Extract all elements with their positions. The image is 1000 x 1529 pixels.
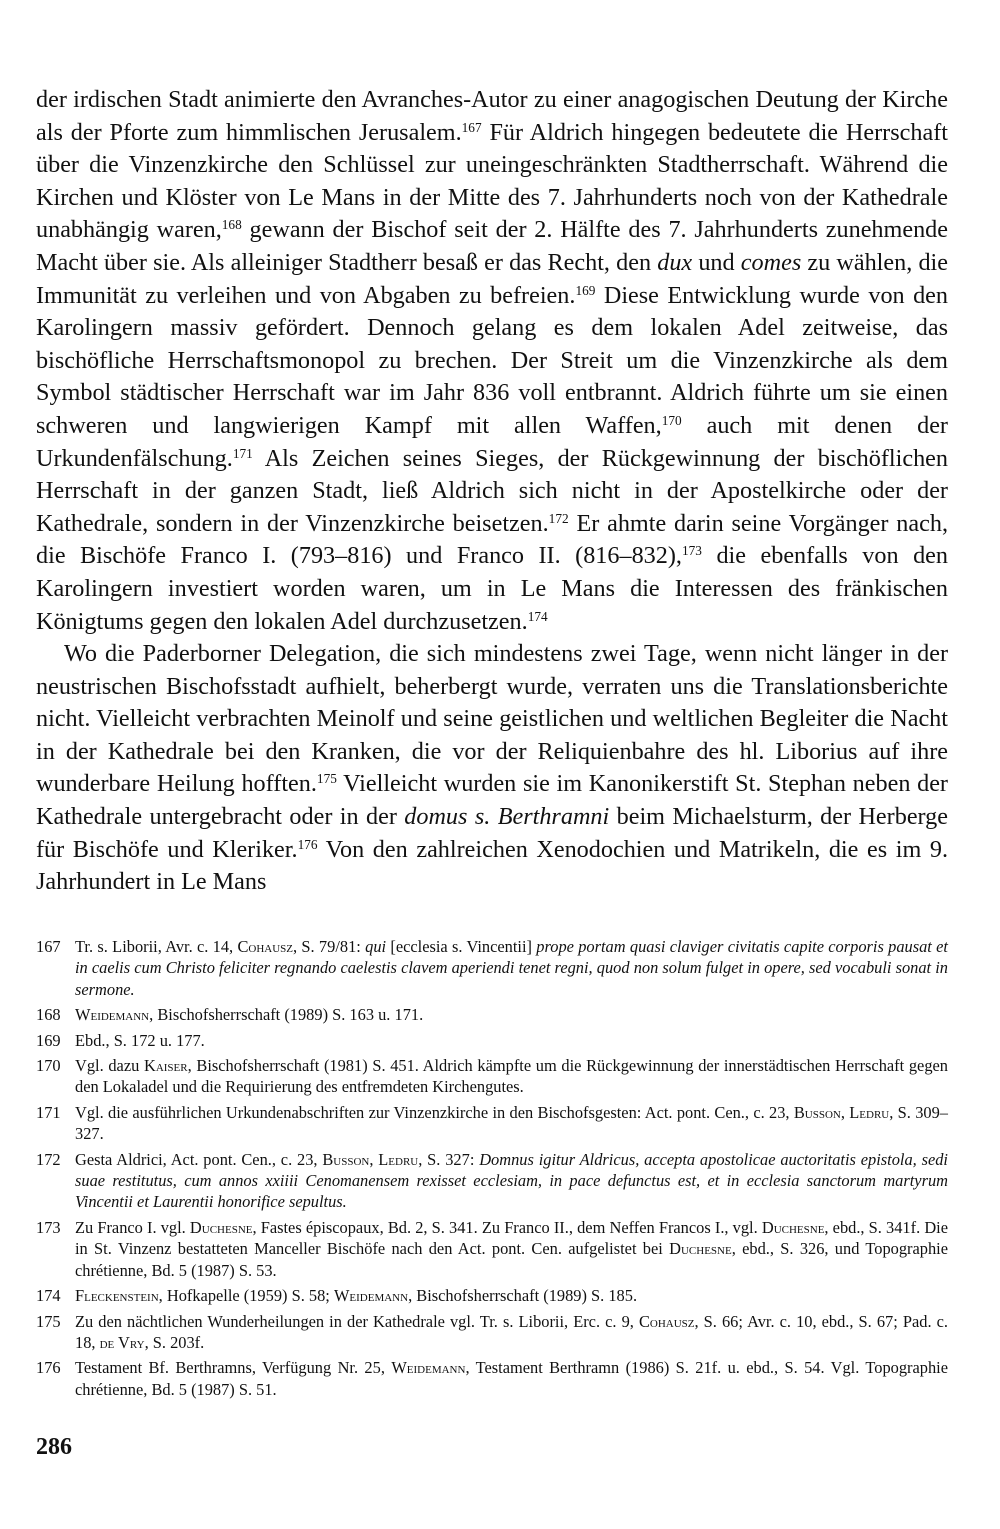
footnote-text: , <box>369 1149 379 1169</box>
footnote <box>36 1149 948 1213</box>
footnote-ref: 172 <box>548 510 569 526</box>
body-text: Vielleicht wurden sie im Kanonikerstift St. Stephan neben der Kathedrale untergebracht oder in der <box>36 770 948 831</box>
italic-text: comes <box>740 248 802 276</box>
footnote-text: Vgl. dazu <box>75 1056 144 1076</box>
footnote-text: , S. 66; Avr. c. 10, ebd., S. 67; Pad. c. 18, <box>75 1311 949 1352</box>
footnote-number: 169 <box>36 1030 61 1050</box>
footnote-number: 175 <box>36 1311 61 1331</box>
body-text: die ebenfalls von den Karolingern investiert worden waren, um in Le Mans die Interessen des fränkischen Königtums gegen den lokalen Adel durchzusetzen. <box>36 542 948 635</box>
italic-text: Domnus igitur Aldricus, accepta apostolicae auctoritatis epistola, sedi suae restitutus, cum annos xxiiii Cenomanensem rexisset ecclesiam, in pace defunctus est, et in ecclesia sanctorum martyrum Vincentii et Laurentii honorifice sepultus. <box>75 1149 948 1212</box>
body-text: der irdischen Stadt animierte den Avranches-Autor zu einer anagogischen Deutung der Kirche als der Pforte zum himmlischen Jerusalem. <box>36 86 948 146</box>
footnote-text: , S. 327: <box>418 1149 480 1169</box>
footnote-ref: 170 <box>661 412 682 428</box>
footnote-text: , S. 309–327. <box>75 1102 948 1144</box>
footnote-text: , Testament Berthramn (1986) S. 21f. u. ebd., S. 54. Vgl. Topographie chrétienne, Bd. 5 (1987) S. 51. <box>75 1358 949 1399</box>
author-name: Kaiser <box>143 1056 188 1076</box>
italic-text: qui <box>365 937 387 956</box>
body-text: Als Zeichen seines Sieges, der Rückgewinnung der bischöflichen Herrschaft in der ganzen Stadt, ließ Aldrich sich nicht in der Apostelkirche oder der Kathedrale, sondern in der Vinzenzkirche beisetzen. <box>36 444 948 537</box>
body-text: Für Aldrich hingegen bedeutete die Herrschaft über die Vinzenzkirche den Schlüssel zur uneingeschränkten Stadtherrschaft. Während die Kirchen und Klöster von Le Mans in der Mitte des 7. Jahrhunderts noch von der Kathedrale unabhängig waren, <box>36 118 948 244</box>
footnote <box>36 1055 948 1098</box>
author-name: Busson <box>793 1102 841 1122</box>
body-text: gewann der Bischof seit der 2. Hälfte des 7. Jahrhunderts zunehmende Macht über sie. Als alleiniger Stadtherr besaß er das Recht, den <box>36 216 948 276</box>
footnote-number: 173 <box>36 1217 61 1237</box>
footnote-ref: 171 <box>232 445 253 461</box>
body-paragraph <box>36 84 948 638</box>
footnote-text: , Hofkapelle (1959) S. 58; <box>158 1286 334 1306</box>
page-number: 286 <box>36 1434 72 1460</box>
body-text: Wo die Paderborner Delegation, die sich mindestens zwei Tage, wenn nicht länger in der neustrischen Bischofsstadt aufhielt, beherbergt wurde, verraten uns die Translationsberichte nicht. Vielleicht verbrachten Meinolf und seine geistlichen und weltlichen Begleiter die Nacht in der Kathedrale bei den Kranken, die vor der Reliquienbahre des hl. Liborius auf ihre wunderbare Heilung hofften. <box>36 640 948 798</box>
author-name: Fleckenstein <box>75 1286 159 1306</box>
footnote-number: 174 <box>36 1286 61 1306</box>
body-text: Diese Entwicklung wurde von den Karolingern massiv gefördert. Dennoch gelang es dem lokalen Adel zeitweise, das bischöfliche Herrschaftsmonopol zu brechen. Der Streit um die Vinzenzkirche als dem Symbol städtischer Herrschaft war im Jahr 836 voll entbrannt. Aldrich führte um sie einen schweren und langwierigen Kampf mit allen Waffen, <box>36 281 949 439</box>
author-name: Cohausz <box>638 1311 695 1331</box>
italic-text: prope portam quasi claviger civitatis capite corporis pausat et in caelis cum Christo feliciter regnando caelestis clavem aperiendi tenet regni, quod non solum fulget in opere, sed vocabuli sonat in sermone. <box>75 937 948 999</box>
author-name: Weidemann <box>391 1358 466 1378</box>
author-name: Duchesne <box>761 1217 825 1237</box>
body-text: und <box>692 248 741 276</box>
footnote-text: , Fastes épiscopaux, Bd. 2, S. 341. Zu Franco II., dem Neffen Francos I., vgl. <box>252 1217 762 1237</box>
footnote <box>36 1030 948 1051</box>
body-text: Von den zahlreichen Xenodochien und Matrikeln, die es im 9. Jahrhundert in Le Mans <box>36 835 949 896</box>
footnote-ref: 174 <box>527 608 548 624</box>
footnote-text: , Bischofsherrschaft (1981) S. 451. Aldrich kämpfte um die Rückgewinnung der innerstädtischen Herrschaft gegen den Lokaladel und die Requirierung des entfremdeten Kirchengutes. <box>75 1056 948 1097</box>
footnote-text: , Bischofsherrschaft (1989) S. 185. <box>408 1286 638 1306</box>
footnote-text: Gesta Aldrici, Act. pont. Cen., c. 23, <box>75 1149 323 1169</box>
footnote-text: , ebd., S. 326, und Topographie chrétienne, Bd. 5 (1987) S. 53. <box>75 1239 949 1280</box>
footnote-text: , Bischofsherrschaft (1989) S. 163 u. 171. <box>149 1005 424 1025</box>
footnote <box>36 1285 948 1306</box>
footnote-number: 170 <box>36 1056 61 1076</box>
main-text <box>36 84 948 899</box>
author-name: Ledru <box>378 1149 419 1169</box>
author-name: Duchesne <box>669 1239 732 1259</box>
footnote-number: 171 <box>36 1102 61 1122</box>
footnote-ref: 168 <box>221 217 242 233</box>
footnote-text: , S. 79/81: <box>293 937 366 956</box>
footnote-text: , ebd., S. 341f. Die in St. Vinzenz bestatteten Manceller Bischöfe nach den Act. pont. Cen. aufgelistet bei <box>75 1217 948 1259</box>
footnote <box>36 1357 948 1400</box>
footnote-text: , S. 203f. <box>144 1332 205 1352</box>
footnote <box>36 1102 948 1145</box>
footnote-ref: 173 <box>681 543 702 559</box>
footnote <box>36 1004 948 1025</box>
footnote-text: Zu Franco I. vgl. <box>75 1217 190 1237</box>
author-name: Weidemann <box>333 1286 409 1306</box>
footnote-ref: 175 <box>316 771 337 787</box>
author-name: Ledru <box>849 1102 890 1122</box>
footnote-number: 167 <box>36 937 61 956</box>
footnote-text: [ecclesia s. Vincentii] <box>386 937 537 956</box>
body-text: Er ahmte darin seine Vorgänger nach, die Bischöfe Franco I. (793–816) und Franco II. (816–832), <box>36 509 948 570</box>
footnote-text: Testament Bf. Berthramns, Verfügung Nr. 25, <box>75 1358 392 1378</box>
footnote <box>36 1311 948 1354</box>
body-text: auch mit denen der Urkundenfälschung. <box>36 411 948 472</box>
footnote-text: Tr. s. Liborii, Avr. c. 14, <box>75 937 238 956</box>
author-name: Duchesne <box>189 1217 253 1237</box>
body-text: zu wählen, die Immunität zu verleihen und von Abgaben zu befreien. <box>36 248 948 309</box>
footnote-text: Vgl. die ausführlichen Urkundenabschriften zur Vinzenzkirche in den Bischofsgesten: Act. pont. Cen., c. 23, <box>75 1102 794 1122</box>
footnote-ref: 176 <box>297 836 318 852</box>
footnote <box>36 1217 948 1281</box>
footnote-number: 172 <box>36 1149 61 1169</box>
footnote <box>36 936 948 1000</box>
author-name: Weidemann <box>75 1005 150 1025</box>
author-name: Cohausz <box>237 937 293 956</box>
footnote-ref: 169 <box>575 282 596 298</box>
footnote-number: 168 <box>36 1005 61 1025</box>
author-name: Busson <box>322 1149 370 1169</box>
italic-text: dux <box>657 248 693 276</box>
author-name: de Vry <box>99 1332 145 1352</box>
footnote-text: Ebd., S. 172 u. 177. <box>75 1030 205 1050</box>
italic-text: domus s. Berthramni <box>404 803 610 831</box>
footnote-ref: 167 <box>461 119 482 135</box>
body-paragraph <box>36 638 948 899</box>
footnote-text: , <box>840 1102 850 1122</box>
footnotes <box>36 936 948 1404</box>
footnote-number: 176 <box>36 1358 61 1378</box>
body-text: beim Michaelsturm, der Herberge für Bischöfe und Kleriker. <box>36 803 948 863</box>
footnote-text: Zu den nächtlichen Wunderheilungen in der Kathedrale vgl. Tr. s. Liborii, Erc. c. 9, <box>75 1311 639 1331</box>
